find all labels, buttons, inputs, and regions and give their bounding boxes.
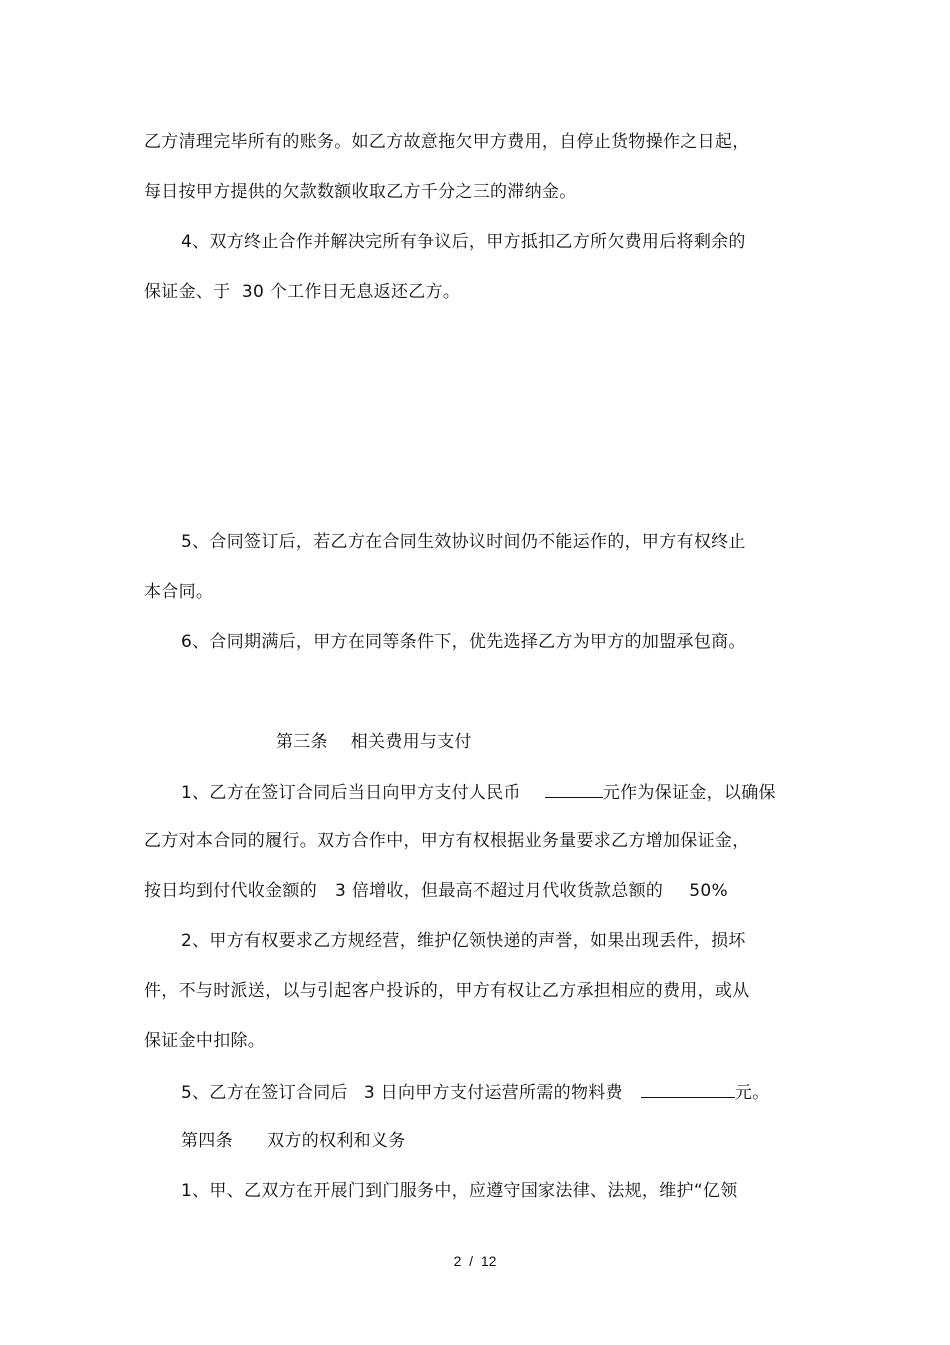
deposit-amount-blank (545, 779, 603, 798)
paragraph-line: 乙方对本合同的履行。双方合作中，甲方有权根据业务量要求乙方增加保证金， (144, 831, 750, 851)
text-segment: 按日均到付代收金额的 (144, 881, 317, 901)
paragraph-line: 乙方清理完毕所有的账务。如乙方故意拖欠甲方费用，自停止货物操作之日起， (144, 132, 750, 152)
paragraph-line: 本合同。 (144, 582, 214, 602)
paragraph-line (144, 879, 728, 903)
paragraph-line: 件，不与时派送，以与引起客户投诉的，甲方有权让乙方承担相应的费用，或从 (144, 981, 750, 1001)
paragraph-line: 每日按甲方提供的欠款数额收取乙方千分之三的滞纳金。 (144, 182, 577, 202)
clause-6-line: 6、合同期满后，甲方在同等条件下，优先选择乙方为甲方的加盟承包商。 (181, 632, 746, 652)
fee-clause-5-line (181, 1079, 769, 1105)
percentage-value: 50% (689, 881, 728, 901)
text-segment: 元。 (734, 1083, 770, 1103)
fee-clause-1-text: 1、乙方在签订合同后当日向甲方支付人民币 (181, 783, 521, 803)
clause-4-line: 4、双方终止合作并解决完所有争议后，甲方抵扣乙方所欠费用后将剩余的 (181, 232, 746, 252)
text-segment: 5、乙方在签订合同后 (181, 1083, 348, 1103)
text-segment: 3 日向甲方支付运营所需的物料费 (363, 1083, 623, 1103)
clause-5-line: 5、合同签订后，若乙方在合同生效协议时间仍不能运作的，甲方有权终止 (181, 532, 746, 552)
rights-clause-1-line: 1、甲、乙双方在开展门到门服务中，应遵守国家法律、法规，维护“亿领 (181, 1181, 738, 1201)
fee-clause-1-tail: 元作为保证金，以确保 (602, 783, 776, 803)
section-heading-article-3: 第三条 相关费用与支付 (276, 732, 472, 752)
material-fee-blank (641, 1079, 735, 1098)
page-number: 2 / 12 (453, 1253, 497, 1269)
text-segment: 3 倍增收，但最高不超过月代收货款总额的 (335, 881, 664, 901)
paragraph-line: 保证金、于 30 个工作日无息返还乙方。 (144, 282, 461, 302)
section-heading-article-4: 第四条 双方的权利和义务 (181, 1131, 406, 1151)
fee-clause-2-line: 2、甲方有权要求乙方规经营，维护亿领快递的声誉，如果出现丢件，损坏 (181, 931, 746, 951)
fee-clause-1-line (181, 779, 776, 805)
paragraph-line: 保证金中扣除。 (144, 1031, 266, 1051)
